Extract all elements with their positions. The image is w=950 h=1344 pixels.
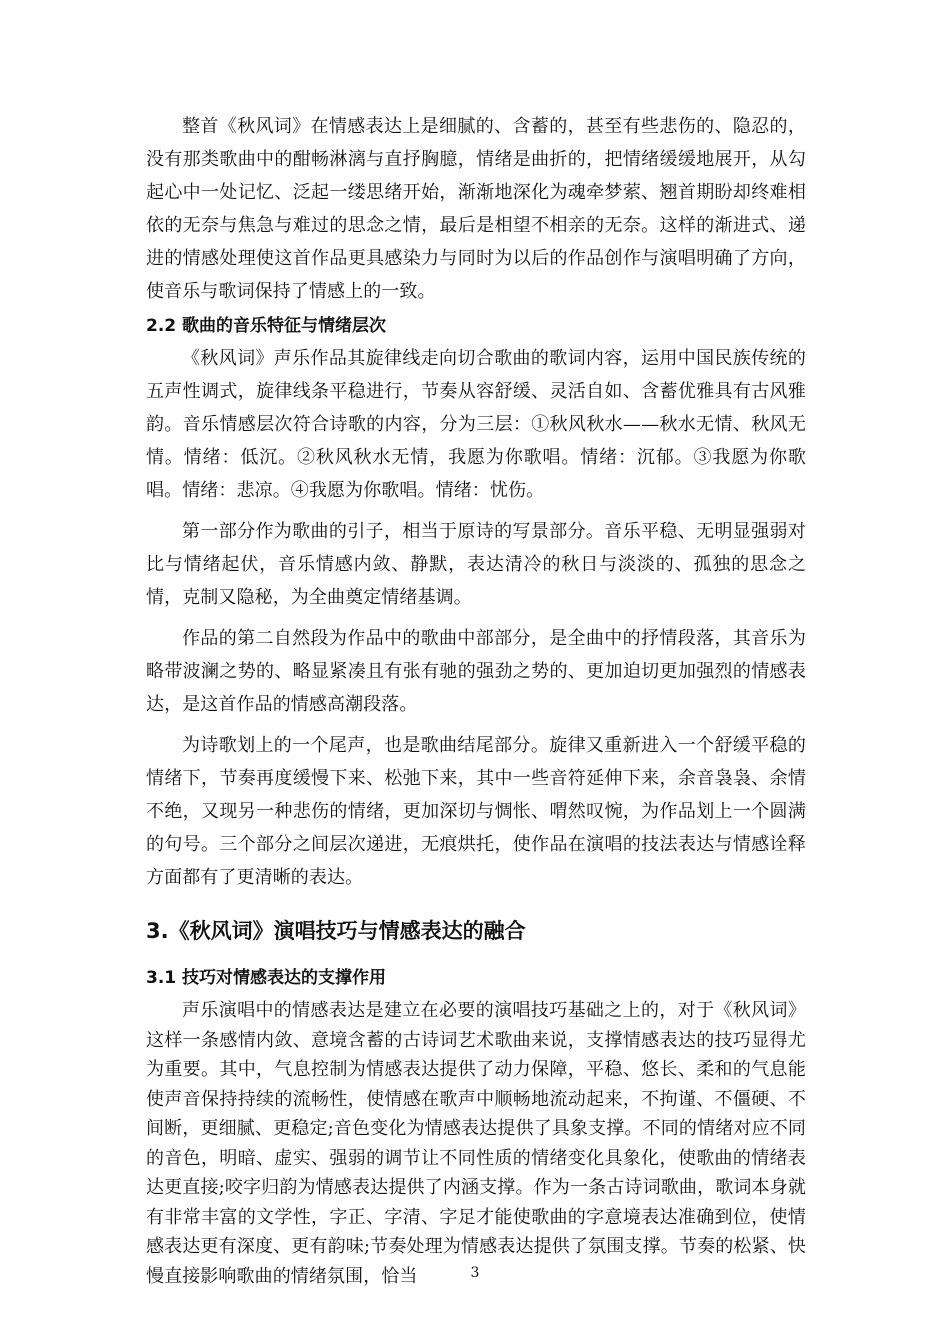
paragraph-emotional-expression: 整首《秋风词》在情感表达上是细腻的、含蓄的，甚至有些悲伤的、隐忍的，没有那类歌曲中的酣畅淋漓与直抒胸臆，情绪是曲折的，把情绪缓缓地展开，从勾起心中一处记忆、泛起一缕思绪开始，渐渐地深化为魂牵梦萦、翘首期盼却终难相依的无奈与焦急与难过的思念之情，最后是相望不相亲的无奈。这样的渐进式、递进的情感处理使这首作品更具感染力与同时为以后的作品创作与演唱明确了方向，使音乐与歌词保持了情感上的一致。	[146, 116, 806, 302]
page-number: 3	[470, 1265, 480, 1281]
section-heading-3: 3.《秋风词》演唱技巧与情感表达的融合	[146, 919, 526, 943]
paragraph-technique-support: 声乐演唱中的情感表达是建立在必要的演唱技巧基础之上的，对于《秋风词》这样一条感情内敛、意境含蓄的古诗词艺术歌曲来说，支撑情感表达的技巧显得尤为重要。其中，气息控制为情感表达提供了动力保障，平稳、悠长、柔和的气息能使声音保持持续的流畅性，使情感在歌声中顺畅地流动起来，不拘谨、不僵硬、不间断，更细腻、更稳定;音色变化为情感表达提供了具象支撑。不同的情绪对应不同的音色，明暗、虚实、强弱的调节让不同性质的情绪变化具象化，使歌曲的情绪表达更直接;咬字归韵为情感表达提供了内涵支撑。作为一条古诗词歌曲，歌词本身就有非常丰富的文学性，字正、字清、字足才能使歌曲的字意境表达准确到位，使情感表达更有深度、更有韵味;节奏处理为情感表达提供了氛围支撑。节奏的松紧、快慢直接影响歌曲的情绪氛围，恰当	[146, 1000, 806, 1287]
paragraph-musical-features: 《秋风词》声乐作品其旋律线走向切合歌曲的歌词内容，运用中国民族传统的五声性调式，旋律线条平稳进行，节奏从容舒缓、灵活自如、含蓄优雅具有古风雅韵。音乐情感层次符合诗歌的内容，分为三层：①秋风秋水——秋水无情、秋风无情。情绪：低沉。②秋风秋水无情，我愿为你歌唱。情绪：沉郁。③我愿为你歌唱。情绪：悲凉。④我愿为你歌唱。情绪：忧伤。	[146, 348, 806, 501]
section-heading-3-1: 3.1 技巧对情感表达的支撑作用	[146, 968, 387, 988]
paragraph-part-two: 作品的第二自然段为作品中的歌曲中部部分，是全曲中的抒情段落，其音乐为略带波澜之势的、略显紧凑且有张有驰的强劲之势的、更加迫切更加强烈的情感表达，是这首作品的情感高潮段落。	[146, 628, 806, 715]
section-heading-2-2: 2.2 歌曲的音乐特征与情绪层次	[146, 316, 387, 336]
paragraph-part-one: 第一部分作为歌曲的引子，相当于原诗的写景部分。音乐平稳、无明显强弱对比与情绪起伏，音乐情感内敛、静默，表达清冷的秋日与淡淡的、孤独的思念之情，克制又隐秘，为全曲奠定情绪基调。	[146, 521, 806, 608]
paragraph-part-three: 为诗歌划上的一个尾声，也是歌曲结尾部分。旋律又重新进入一个舒缓平稳的情绪下，节奏再度缓慢下来、松弛下来，其中一些音符延伸下来，余音袅袅、余情不绝，又现另一种悲伤的情绪，更加深切与惆怅、喟然叹惋，为作品划上一个圆满的句号。三个部分之间层次递进，无痕烘托，使作品在演唱的技法表达与情感诠释方面都有了更清晰的表达。	[146, 735, 806, 888]
document-body	[146, 110, 806, 1291]
